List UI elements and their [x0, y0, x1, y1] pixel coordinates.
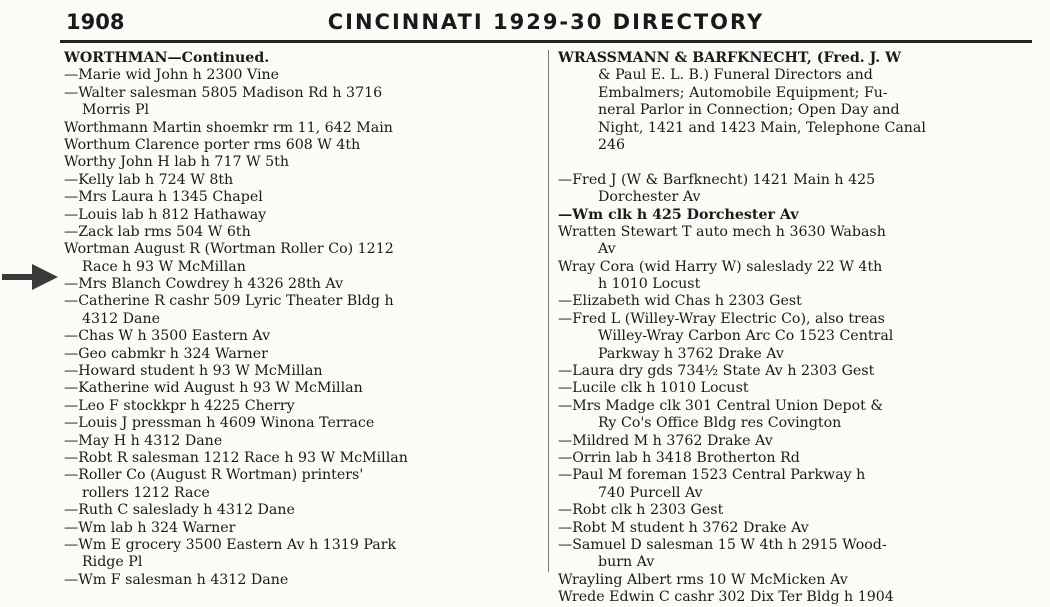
directory-entry-line: —Marie wid John h 2300 Vine: [64, 67, 280, 84]
directory-entry-line: Worthum Clarence porter rms 608 W 4th: [64, 136, 361, 153]
directory-entry-line: —Paul M foreman 1523 Central Parkway h: [558, 467, 866, 484]
directory-entry-line: —Fred L (Willey-Wray Electric Co), also treas: [558, 310, 885, 327]
directory-entry-line: —Mildred M h 3762 Drake Av: [558, 432, 773, 449]
directory-entry-line: Ry Co's Office Bldg res Covington: [598, 415, 842, 432]
directory-entry-line: 740 Purcell Av: [598, 484, 703, 501]
directory-entry-line: Race h 93 W McMillan: [82, 258, 246, 275]
directory-entry-line: 4312 Dane: [82, 310, 160, 327]
directory-entry-line: Worthmann Martin shoemkr rm 11, 642 Main: [64, 119, 393, 136]
directory-entry-line: —Kelly lab h 724 W 8th: [64, 171, 234, 188]
directory-entry-line: —Howard student h 93 W McMillan: [64, 363, 323, 380]
directory-entry-line: —Orrin lab h 3418 Brotherton Rd: [558, 449, 800, 466]
directory-entry-line: Night, 1421 and 1423 Main, Telephone Canal: [598, 119, 926, 136]
page-number: 1908: [66, 10, 125, 34]
arrow-right-icon: [2, 264, 58, 290]
directory-entry-line: Dorchester Av: [598, 189, 701, 206]
directory-entry-line: —Ruth C saleslady h 4312 Dane: [64, 502, 295, 519]
directory-entry-line: —Katherine wid August h 93 W McMillan: [64, 380, 363, 397]
directory-entry-line: —Laura dry gds 734½ State Av h 2303 Gest: [558, 363, 875, 380]
directory-entry-line: h 1010 Locust: [598, 276, 701, 293]
right-column: [558, 50, 1032, 607]
directory-entry-line: Morris Pl: [82, 102, 150, 119]
directory-entry-line: Wrayling Albert rms 10 W McMicken Av: [558, 571, 848, 588]
directory-entry-line: & Paul E. L. B.) Funeral Directors and: [598, 67, 873, 84]
left-column: [64, 50, 542, 589]
directory-entry-line: —Wm clk h 425 Dorchester Av: [558, 206, 799, 223]
directory-entry-line: Av: [598, 241, 616, 258]
directory-entry-line: —Wm F salesman h 4312 Dane: [64, 571, 289, 588]
directory-entry-line: —Wm E grocery 3500 Eastern Av h 1319 Park: [64, 536, 397, 553]
directory-entry-line: Parkway h 3762 Drake Av: [598, 345, 784, 362]
directory-entry-line: —Zack lab rms 504 W 6th: [64, 223, 251, 240]
directory-entry-line: WORTHMAN—Continued.: [64, 50, 270, 66]
directory-entry-line: —Leo F stockkpr h 4225 Cherry: [64, 397, 295, 414]
directory-entry-line: —Mrs Blanch Cowdrey h 4326 28th Av: [64, 276, 344, 293]
directory-entry-line: —Robt M student h 3762 Drake Av: [558, 519, 809, 536]
directory-entry-line: Wortman August R (Wortman Roller Co) 1212: [64, 241, 394, 258]
directory-entry-line: burn Av: [598, 554, 655, 571]
directory-entry-line: —Fred J (W & Barfknecht) 1421 Main h 425: [558, 171, 876, 188]
directory-entry-line: —Samuel D salesman 15 W 4th h 2915 Wood-: [558, 536, 887, 553]
directory-entry-line: —Mrs Laura h 1345 Chapel: [64, 189, 263, 206]
directory-entry-line: —Wm lab h 324 Warner: [64, 519, 236, 536]
directory-entry-line: Wray Cora (wid Harry W) saleslady 22 W 4th: [558, 258, 883, 275]
directory-entry-line: Willey-Wray Carbon Arc Co 1523 Central: [598, 328, 894, 345]
directory-entry-line: —Louis lab h 812 Hathaway: [64, 206, 267, 223]
directory-entry-line: —Catherine R cashr 509 Lyric Theater Bldg h: [64, 293, 394, 310]
directory-entry-line: —Walter salesman 5805 Madison Rd h 3716: [64, 84, 383, 101]
directory-entry-line: WRASSMANN & BARFKNECHT, (Fred. J. W: [558, 50, 902, 66]
directory-entry-line: Wratten Stewart T auto mech h 3630 Wabash: [558, 223, 886, 240]
directory-entry-line: —Lucile clk h 1010 Locust: [558, 380, 749, 397]
directory-title: CINCINNATI 1929-30 DIRECTORY: [327, 10, 765, 34]
directory-entry-line: —Robt clk h 2303 Gest: [558, 502, 724, 519]
directory-entry-line: neral Parlor in Connection; Open Day and: [598, 102, 900, 119]
directory-entry-line: —May H h 4312 Dane: [64, 432, 223, 449]
column-divider: [548, 50, 549, 572]
directory-entry-line: Ridge Pl: [82, 554, 143, 571]
directory-entry-line: —Geo cabmkr h 324 Warner: [64, 345, 268, 362]
page-header: [60, 6, 1032, 43]
directory-entry-line: —Robt R salesman 1212 Race h 93 W McMillan: [64, 449, 408, 466]
directory-entry-line: —Mrs Madge clk 301 Central Union Depot &: [558, 397, 883, 414]
directory-entry-line: Worthy John H lab h 717 W 5th: [64, 154, 289, 171]
directory-entry-line: —Elizabeth wid Chas h 2303 Gest: [558, 293, 802, 310]
directory-entry-line: —Louis J pressman h 4609 Winona Terrace: [64, 415, 375, 432]
directory-entry-line: 246: [598, 136, 626, 153]
directory-entry-line: Embalmers; Automobile Equipment; Fu-: [598, 84, 888, 101]
directory-entry-line: —Roller Co (August R Wortman) printers': [64, 467, 364, 484]
directory-entry-line: [558, 154, 1032, 171]
directory-entry-line: —Chas W h 3500 Eastern Av: [64, 328, 271, 345]
directory-entry-line: Wrede Edwin C cashr 302 Dix Ter Bldg h 1904: [558, 589, 894, 606]
directory-entry-line: rollers 1212 Race: [82, 484, 210, 501]
